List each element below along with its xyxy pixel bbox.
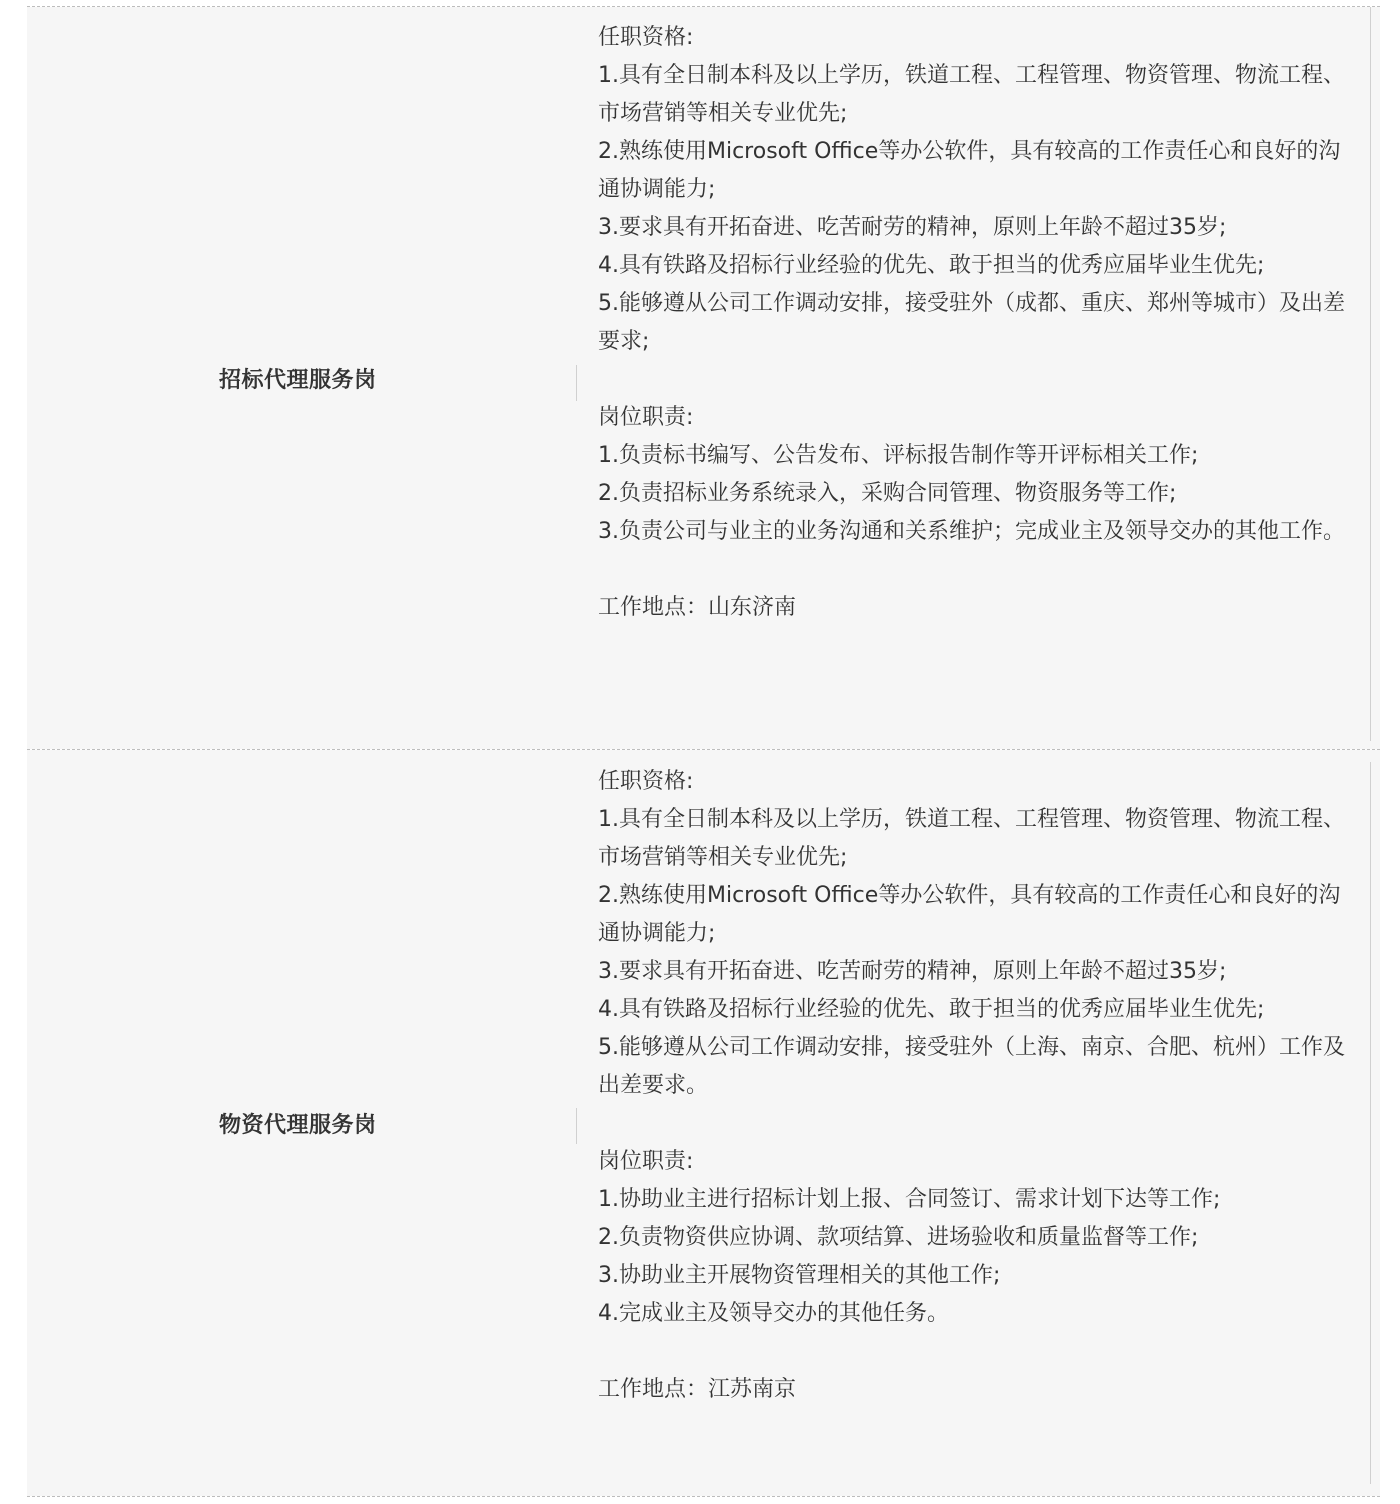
qualification-item: 1.具有全日制本科及以上学历，铁道工程、工程管理、物资管理、物流工程、市场营销等相关专业优先;	[598, 807, 1345, 870]
qualification-item: 3.要求具有开拓奋进、吃苦耐劳的精神，原则上年龄不超过35岁;	[598, 215, 1227, 240]
duty-item: 2.负责招标业务系统录入，采购合同管理、物资服务等工作;	[598, 481, 1177, 506]
spacer	[598, 1105, 1358, 1143]
duties-heading: 岗位职责:	[598, 405, 694, 430]
table-right-border	[1370, 7, 1371, 741]
work-location: 工作地点：江苏南京	[598, 1377, 797, 1402]
spacer	[598, 551, 1358, 589]
job-table	[27, 6, 1380, 1497]
qualification-item: 5.能够遵从公司工作调动安排，接受驻外（上海、南京、合肥、杭州）工作及出差要求。	[598, 1035, 1345, 1098]
duty-item: 2.负责物资供应协调、款项结算、进场验收和质量监督等工作;	[598, 1225, 1199, 1250]
qualification-item: 4.具有铁路及招标行业经验的优先、敢于担当的优秀应届毕业生优先;	[598, 253, 1265, 278]
qualification-item: 2.熟练使用Microsoft Office等办公软件，具有较高的工作责任心和良好的沟通协调能力;	[598, 139, 1341, 202]
table-right-border	[1370, 762, 1371, 1484]
duties-heading: 岗位职责:	[598, 1149, 694, 1174]
qualification-item: 3.要求具有开拓奋进、吃苦耐劳的精神，原则上年龄不超过35岁;	[598, 959, 1227, 984]
position-title: 物资代理服务岗	[219, 1112, 377, 1138]
position-details	[598, 763, 1358, 1409]
cell-divider	[576, 1108, 577, 1144]
duty-item: 1.协助业主进行招标计划上报、合同签订、需求计划下达等工作;	[598, 1187, 1221, 1212]
job-row-bidding-agent	[27, 7, 1380, 749]
spacer	[598, 1333, 1358, 1371]
qualifications-heading: 任职资格:	[598, 25, 694, 50]
work-location: 工作地点：山东济南	[598, 595, 797, 620]
duty-item: 4.完成业主及领导交办的其他任务。	[598, 1301, 949, 1326]
row-divider	[27, 1496, 1380, 1497]
duty-item: 1.负责标书编写、公告发布、评标报告制作等开评标相关工作;	[598, 443, 1199, 468]
position-cell	[27, 7, 576, 749]
cell-divider	[576, 365, 577, 401]
position-title: 招标代理服务岗	[219, 367, 377, 393]
qualification-item: 4.具有铁路及招标行业经验的优先、敢于担当的优秀应届毕业生优先;	[598, 997, 1265, 1022]
qualification-item: 5.能够遵从公司工作调动安排，接受驻外（成都、重庆、郑州等城市）及出差要求;	[598, 291, 1345, 354]
qualifications-heading: 任职资格:	[598, 769, 694, 794]
duty-item: 3.协助业主开展物资管理相关的其他工作;	[598, 1263, 1001, 1288]
position-cell	[27, 750, 576, 1496]
position-details	[598, 19, 1358, 627]
duty-item: 3.负责公司与业主的业务沟通和关系维护；完成业主及领导交办的其他工作。	[598, 519, 1345, 544]
qualification-item: 2.熟练使用Microsoft Office等办公软件，具有较高的工作责任心和良好的沟通协调能力;	[598, 883, 1341, 946]
spacer	[598, 361, 1358, 399]
qualification-item: 1.具有全日制本科及以上学历，铁道工程、工程管理、物资管理、物流工程、市场营销等相关专业优先;	[598, 63, 1345, 126]
job-row-materials-agent	[27, 750, 1380, 1496]
